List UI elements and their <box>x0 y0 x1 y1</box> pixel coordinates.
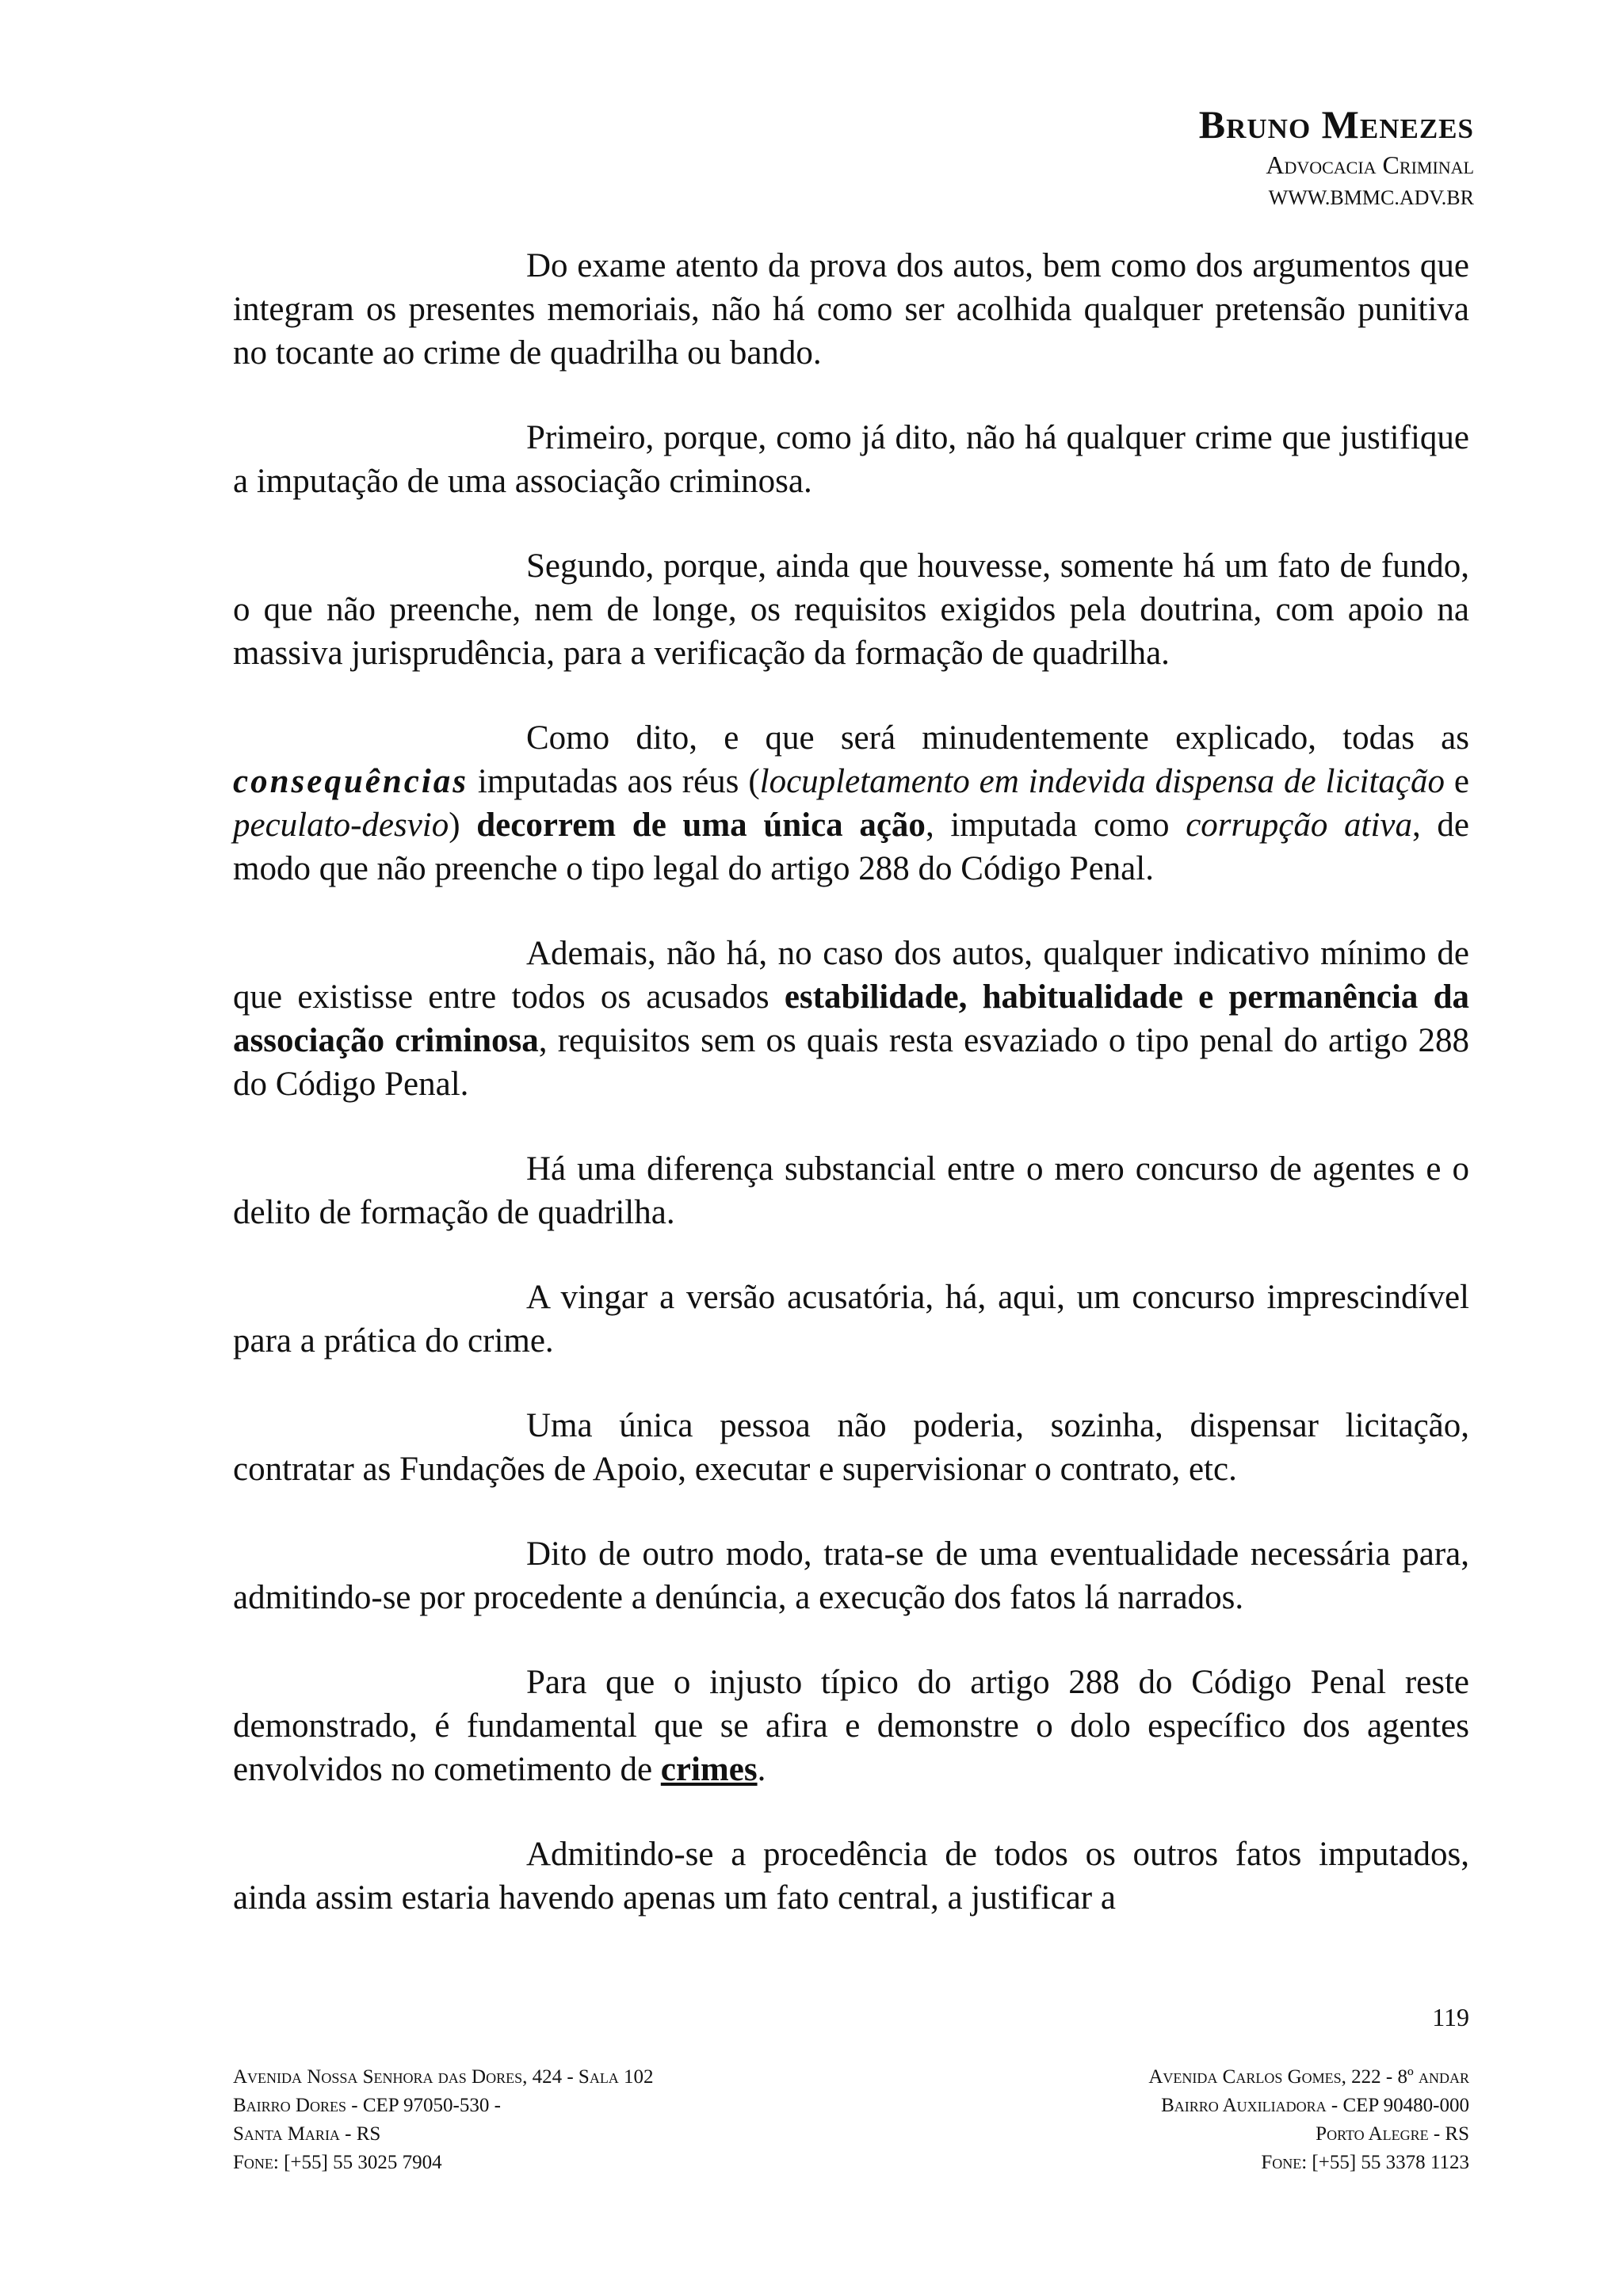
firm-name: Bruno Menezes <box>1198 102 1474 147</box>
paragraph-10-text: Para que o injusto típico do artigo 288 do Código Penal reste demonstrado, é fundamental que se afira e demonstre o dolo específico dos agentes envolvidos no cometimento de <box>233 1664 1469 1788</box>
underlined-crimes: crimes <box>660 1751 758 1788</box>
paragraph-4-text: Como dito, e que será minudentemente explicado, todas as <box>526 719 1469 757</box>
paragraph-9: Dito de outro modo, trata-se de uma eventualidade necessária para, admitindo-se por procedente a denúncia, a execução dos fatos lá narrados. <box>233 1535 1469 1616</box>
firm-subtitle: Advocacia Criminal <box>1266 151 1474 179</box>
paragraph-4-text: , imputada como <box>925 807 1186 844</box>
paragraph-11: Admitindo-se a procedência de todos os outros fatos imputados, ainda assim estaria havendo apenas um fato central, a justificar a <box>233 1836 1469 1917</box>
footer-line: Bairro Dores - CEP 97050-530 - <box>233 2095 501 2116</box>
paragraph-8: Uma única pessoa não poderia, sozinha, dispensar licitação, contratar as Fundações de Apoio, executar e supervisionar o contrato, etc. <box>233 1407 1469 1488</box>
paragraph-5-text: , requisitos sem os quais resta esvaziado o tipo penal do artigo 288 do Código Penal. <box>233 1022 1470 1103</box>
paragraph-4-text: ) <box>449 807 477 844</box>
italic-term: locupletamento em indevida dispensa de licitação <box>759 763 1445 800</box>
footer-line: Porto Alegre - RS <box>1316 2123 1469 2145</box>
bold-phrase: decorrem de uma única ação <box>476 807 926 844</box>
letterhead <box>1199 101 1474 214</box>
paragraph-6: Há uma diferença substancial entre o mero concurso de agentes e o delito de formação de quadrilha. <box>233 1150 1469 1231</box>
paragraph-3: Segundo, porque, ainda que houvesse, somente há um fato de fundo, o que não preenche, nem de longe, os requisitos exigidos pela doutrina, com apoio na massiva jurisprudência, para a verificação da formação de quadrilha. <box>233 547 1469 672</box>
footer-line: Avenida Carlos Gomes, 222 - 8º andar <box>1148 2066 1469 2088</box>
paragraph-4 <box>233 716 1469 891</box>
paragraph-10 <box>233 1661 1469 1791</box>
bold-phrase: estabilidade, habitualidade e permanência da associação criminosa <box>233 978 1469 1059</box>
page-number: 119 <box>1432 2003 1469 2031</box>
paragraph-4-text: e <box>1445 763 1469 800</box>
paragraph-10-text: . <box>757 1751 766 1788</box>
paragraph-4-text: imputadas aos réus ( <box>468 763 760 800</box>
footer-line: Santa Maria - RS <box>233 2123 381 2145</box>
paragraph-7: A vingar a versão acusatória, há, aqui, um concurso imprescindível para a prática do crime. <box>233 1279 1469 1360</box>
footer-phone: Fone: [+55] 55 3378 1123 <box>1261 2152 1469 2173</box>
emphasis-consequencias: consequências <box>233 763 468 800</box>
paragraph-4-text: , de modo que não preenche o tipo legal do artigo 288 do Código Penal. <box>233 807 1469 887</box>
paragraph-2: Primeiro, porque, como já dito, não há qualquer crime que justifique a imputação de uma associação criminosa. <box>233 419 1469 500</box>
footer <box>233 2063 1469 2177</box>
paragraph-5 <box>233 932 1469 1106</box>
paragraph-1: Do exame atento da prova dos autos, bem como dos argumentos que integram os presentes memoriais, não há como ser acolhida qualquer pretensão punitiva no tocante ao crime de quadrilha ou bando. <box>233 247 1469 372</box>
italic-term: corrupção ativa <box>1186 807 1412 844</box>
firm-website: WWW.BMMC.ADV.BR <box>1268 186 1474 209</box>
paragraph-5-text: Ademais, não há, no caso dos autos, qualquer indicativo mínimo de que existisse entre todos os acusados <box>233 935 1469 1016</box>
footer-line: Bairro Auxiliadora - CEP 90480-000 <box>1161 2095 1469 2116</box>
footer-line: Avenida Nossa Senhora das Dores, 424 - Sala 102 <box>233 2066 654 2088</box>
document-body <box>233 244 1469 1961</box>
footer-address-santa-maria <box>233 2063 654 2177</box>
footer-address-porto-alegre <box>1148 2063 1469 2177</box>
italic-term: peculato-desvio <box>233 807 449 844</box>
footer-phone: Fone: [+55] 55 3025 7904 <box>233 2152 442 2173</box>
